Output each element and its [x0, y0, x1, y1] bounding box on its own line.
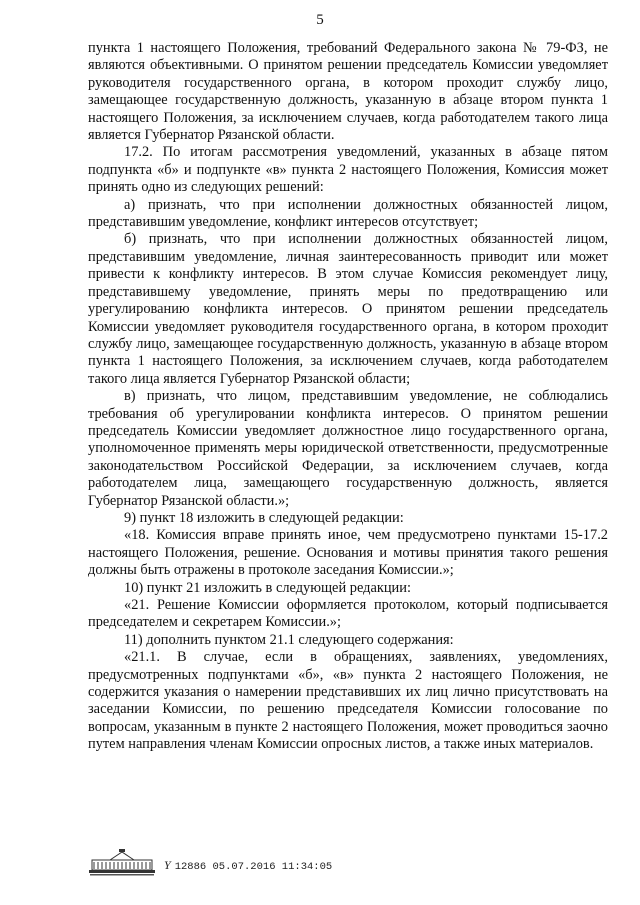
paragraph-option-v: в) признать, что лицом, представившим уведомление, не соблюдались требования об урегулировании конфликта интересов. О принятом решении председатель Комиссии уведомляет должностное лицо государственного органа, уполномоченное применять меры юридической ответственности, предусмотренные законодательством Российской Федерации, за исключением случаев, когда работодателем лица, замещающего государственную должность, является Губернатор Рязанской области.»; — [88, 388, 608, 509]
registration-stamp — [164, 858, 332, 873]
stamp-text: 12886 05.07.2016 11:34:05 — [174, 861, 333, 873]
paragraph-item-11: 11) дополнить пунктом 21.1 следующего содержания: — [124, 631, 454, 648]
paragraph-17-2: 17.2. По итогам рассмотрения уведомлений, указанных в абзаце пятом подпункта «б» и подпункте «в» пункта 2 настоящего Положения, Комиссия может принять одно из следующих решений: — [88, 144, 608, 196]
paragraph-continuation: пункта 1 настоящего Положения, требований Федерального закона № 79-ФЗ, не являются объективными. О принятом решении председатель Комиссии уведомляет руководителя государственного органа, в котором проходит службу лицо, замещающее государственную должность, указанную в абзаце втором пункта 1 настоящего Положения, за исключением случаев, когда работодателем такого лица является Губернатор Рязанской области. — [88, 40, 608, 144]
paragraph-option-a: а) признать, что при исполнении должностных обязанностей лицом, представившим уведомление, конфликт интересов отсутствует; — [88, 196, 608, 231]
stamp-prefix: Ү — [164, 858, 171, 872]
paragraph-point-21: «21. Решение Комиссии оформляется протоколом, который подписывается председателем и секретарем Комиссии.»; — [88, 597, 608, 631]
paragraph-point-21-1: «21.1. В случае, если в обращениях, заявлениях, уведомлениях, предусмотренных подпунктами «б», «в» пункта 2 настоящего Положения, не содержится указания о намерении представивших их лиц лично присутствовать на заседании Комиссии, по решению председателя Комиссии голосование по вопросам, указанным в пункте 2 настоящего Положения, может проводиться заочно путем направления членам Комиссии опросных листов, а также иных материалов. — [88, 649, 608, 753]
paragraph-point-18: «18. Комиссия вправе принять иное, чем предусмотрено пунктами 15-17.2 настоящего Положения, решение. Основания и мотивы принятия такого решения должны быть отражены в протоколе заседания Комиссии.»; — [88, 527, 608, 579]
footer — [88, 848, 608, 876]
page-number: 5 — [316, 12, 324, 28]
building-logo-icon — [88, 848, 156, 876]
paragraph-option-b: б) признать, что при исполнении должностных обязанностей лицом, представившим уведомление, личная заинтересованность приводит или может привести к конфликту интересов. В этом случае Комиссия рекомендует лицу, представившему уведомление, принять меры по предотвращению или урегулированию конфликта интересов. О принятом решении председатель Комиссии уведомляет руководителя государственного органа, в котором проходит службу лицо, замещающее государственную должность, указанную в абзаце втором пункта 1 настоящего Положения, за исключением случаев, когда работодателем такого лица является Губернатор Рязанской области; — [88, 231, 608, 387]
paragraph-item-10: 10) пункт 21 изложить в следующей редакции: — [124, 579, 411, 596]
paragraph-item-9: 9) пункт 18 изложить в следующей редакции: — [124, 509, 404, 526]
document-body — [88, 40, 608, 754]
